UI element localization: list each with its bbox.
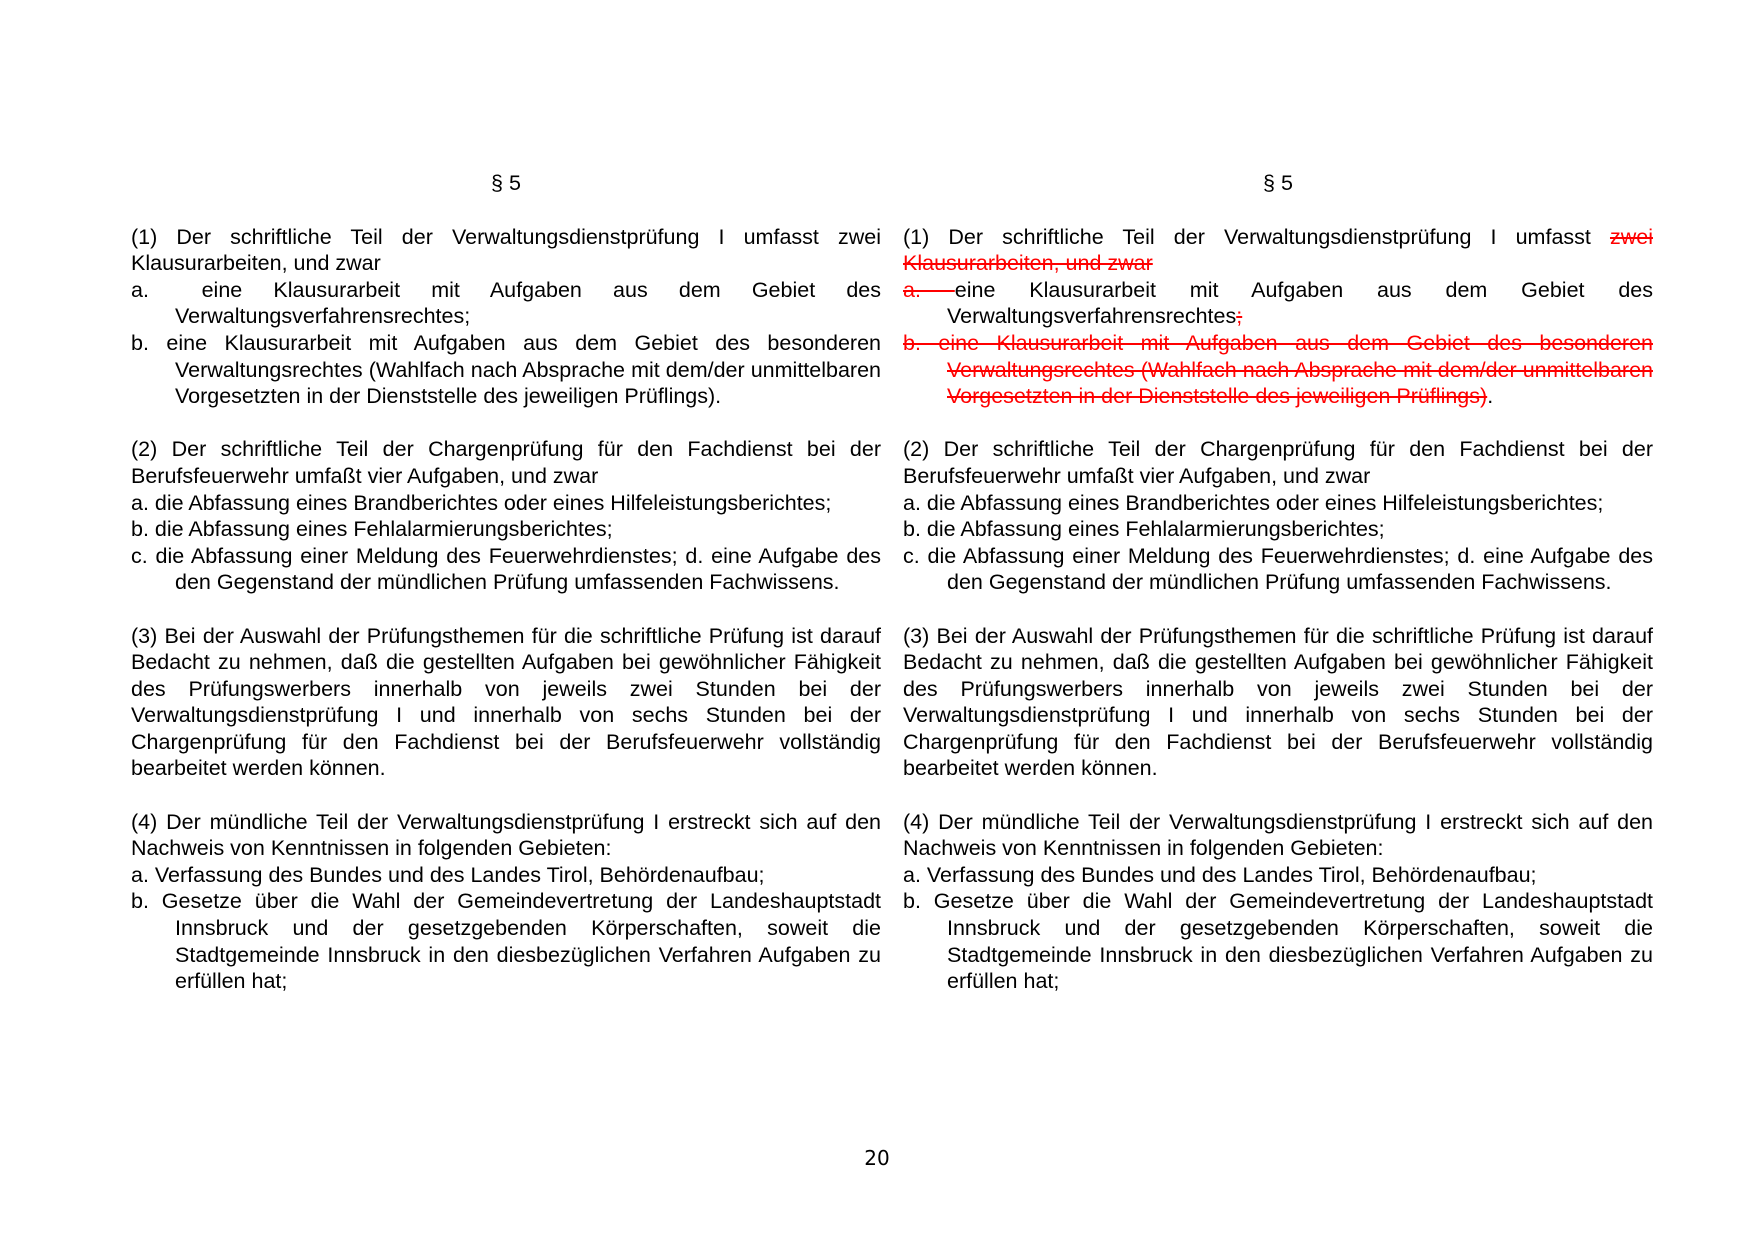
paragraph-1-intro (903, 224, 1653, 277)
paragraph-2-intro: (2) Der schriftliche Teil der Chargenprüfung für den Fachdienst bei der Berufsfeuerwehr umfaßt vier Aufgaben, und zwar (131, 437, 881, 488)
section-heading: § 5 (491, 171, 521, 195)
section-heading: § 5 (1263, 171, 1293, 195)
paragraph-4-intro: (4) Der mündliche Teil der Verwaltungsdienstprüfung I erstreckt sich auf den Nachweis von Kenntnissen in folgenden Gebieten: (903, 809, 1653, 861)
deleted-text: ; (1236, 304, 1243, 329)
paragraph-2-intro: (2) Der schriftliche Teil der Chargenprüfung für den Fachdienst bei der Berufsfeuerwehr umfaßt vier Aufgaben, und zwar (903, 437, 1653, 488)
paragraph-4-item-b: b. Gesetze über die Wahl der Gemeindevertretung der Landeshauptstadt Innsbruck und der gesetzgebenden Körperschaften, soweit die Stadtgemeinde Innsbruck in den diesbezüglichen Verfahren Aufgaben zu erfüllen hat; (903, 889, 1653, 994)
paragraph-1-item-a: a. eine Klausurarbeit mit Aufgaben aus dem Gebiet des Verwaltungsverfahrensrechtes; (131, 277, 881, 329)
paragraph-4-item-a: a. Verfassung des Bundes und des Landes Tirol, Behördenaufbau; (903, 862, 1537, 887)
paragraph-1-intro-kept: (1) Der schriftliche Teil der Verwaltungsdienstprüfung I umfasst (903, 224, 1610, 249)
paragraph-1-item-b (903, 330, 1653, 410)
deleted-text: b. eine Klausurarbeit mit Aufgaben aus dem Gebiet des besonderen Verwaltungsrechtes (Wahlfach nach Absprache mit dem/der unmittelbaren Vorgesetzten in der Dienststelle des jeweiligen Prüflings) (903, 330, 1653, 409)
paragraph-2-item-c: c. die Abfassung einer Meldung des Feuerwehrdienstes; d. eine Aufgabe des den Gegenstand der mündlichen Prüfung umfassenden Fachwissens. (131, 543, 881, 595)
deleted-text: zwei Klausurarbeiten, und zwar (903, 224, 1653, 276)
paragraph-2-item-b: b. die Abfassung eines Fehlalarmierungsberichtes; (131, 517, 613, 542)
paragraph-4 (131, 809, 881, 995)
original-text-column (131, 170, 881, 1021)
deleted-text: a. (903, 277, 955, 302)
paragraph-2-item-a: a. die Abfassung eines Brandberichtes oder eines Hilfeleistungsberichtes; (131, 490, 832, 515)
paragraph-1-item-a-kept: eine Klausurarbeit mit Aufgaben aus dem Gebiet des Verwaltungsverfahrensrechtes (947, 277, 1654, 329)
paragraph-2-item-c: c. die Abfassung einer Meldung des Feuerwehrdienstes; d. eine Aufgabe des den Gegenstand der mündlichen Prüfung umfassenden Fachwissens. (903, 543, 1653, 595)
page-number: 20 (864, 1146, 890, 1170)
paragraph-1-item-b-kept: . (1487, 384, 1494, 409)
amended-text-column (903, 170, 1653, 1021)
paragraph-2 (903, 436, 1653, 596)
paragraph-1-item-a (903, 277, 1653, 330)
paragraph-1 (131, 224, 881, 410)
paragraph-2-item-a: a. die Abfassung eines Brandberichtes oder eines Hilfeleistungsberichtes; (903, 490, 1604, 515)
paragraph-1 (903, 224, 1653, 410)
paragraph-1-item-b: b. eine Klausurarbeit mit Aufgaben aus dem Gebiet des besonderen Verwaltungsrechtes (Wahlfach nach Absprache mit dem/der unmittelbaren Vorgesetzten in der Dienststelle des jeweiligen Prüflings). (131, 330, 881, 409)
paragraph-4-item-a: a. Verfassung des Bundes und des Landes Tirol, Behördenaufbau; (131, 862, 765, 887)
paragraph-3: (3) Bei der Auswahl der Prüfungsthemen für die schriftliche Prüfung ist darauf Bedacht zu nehmen, daß die gestellten Aufgaben bei gewöhnlicher Fähigkeit des Prüfungswerbers innerhalb von jeweils zwei Stunden bei der Verwaltungsdienstprüfung I und innerhalb von sechs Stunden bei der Chargenprüfung für den Fachdienst bei der Berufsfeuerwehr vollständig bearbeitet werden können. (131, 623, 881, 781)
paragraph-4-item-b: b. Gesetze über die Wahl der Gemeindevertretung der Landeshauptstadt Innsbruck und der gesetzgebenden Körperschaften, soweit die Stadtgemeinde Innsbruck in den diesbezüglichen Verfahren Aufgaben zu erfüllen hat; (131, 889, 881, 994)
paragraph-4 (903, 809, 1653, 995)
paragraph-2-item-b: b. die Abfassung eines Fehlalarmierungsberichtes; (903, 517, 1385, 542)
paragraph-4-intro: (4) Der mündliche Teil der Verwaltungsdienstprüfung I erstreckt sich auf den Nachweis von Kenntnissen in folgenden Gebieten: (131, 809, 881, 861)
paragraph-3: (3) Bei der Auswahl der Prüfungsthemen für die schriftliche Prüfung ist darauf Bedacht zu nehmen, daß die gestellten Aufgaben bei gewöhnlicher Fähigkeit des Prüfungswerbers innerhalb von jeweils zwei Stunden bei der Verwaltungsdienstprüfung I und innerhalb von sechs Stunden bei der Chargenprüfung für den Fachdienst bei der Berufsfeuerwehr vollständig bearbeitet werden können. (903, 623, 1653, 781)
paragraph-2 (131, 436, 881, 596)
paragraph-1-intro: (1) Der schriftliche Teil der Verwaltungsdienstprüfung I umfasst zwei Klausurarbeiten, und zwar (131, 224, 881, 276)
